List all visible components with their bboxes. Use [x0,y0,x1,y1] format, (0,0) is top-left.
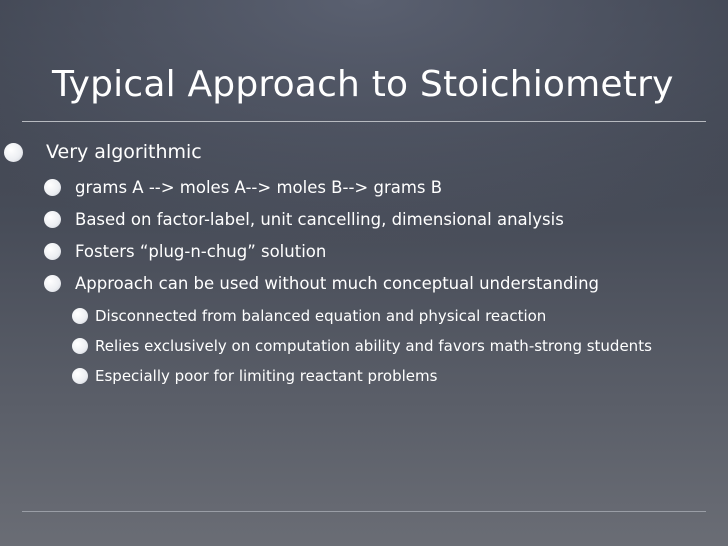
slide-title: Typical Approach to Stoichiometry [52,64,674,105]
bullet-text: Disconnected from balanced equation and physical reaction [95,307,547,325]
bullet-dot-icon [72,308,88,324]
bullet-text: Especially poor for limiting reactant problems [95,367,438,385]
bullet-dot-icon [72,368,88,384]
bullet-dot-icon [72,338,88,354]
bullet-text: grams A --> moles A--> moles B--> grams B [75,178,443,197]
bullet-text: Very algorithmic [46,141,202,163]
bullet-dot-icon [44,243,61,260]
bullet-text: Based on factor-label, unit cancelling, dimensional analysis [75,210,564,229]
bullet-text: Fosters “plug-n-chug” solution [75,242,327,261]
bullet-level2-item [44,178,442,197]
bullet-level3-item [72,337,652,355]
bullet-dot-icon [4,143,23,162]
bullet-dot-icon [44,275,61,292]
bullet-level2-item [44,274,599,293]
bullet-dot-icon [44,211,61,228]
footer-divider [22,511,706,512]
bullet-level2-item [44,242,326,261]
bullet-level1-item [4,141,202,163]
bullet-text: Approach can be used without much conceptual understanding [75,274,600,293]
bullet-level2-item [44,210,564,229]
bullet-level3-item [72,367,437,385]
title-divider [22,121,706,122]
bullet-dot-icon [44,179,61,196]
bullet-text: Relies exclusively on computation ability and favors math-strong students [95,337,652,355]
bullet-level3-item [72,307,546,325]
